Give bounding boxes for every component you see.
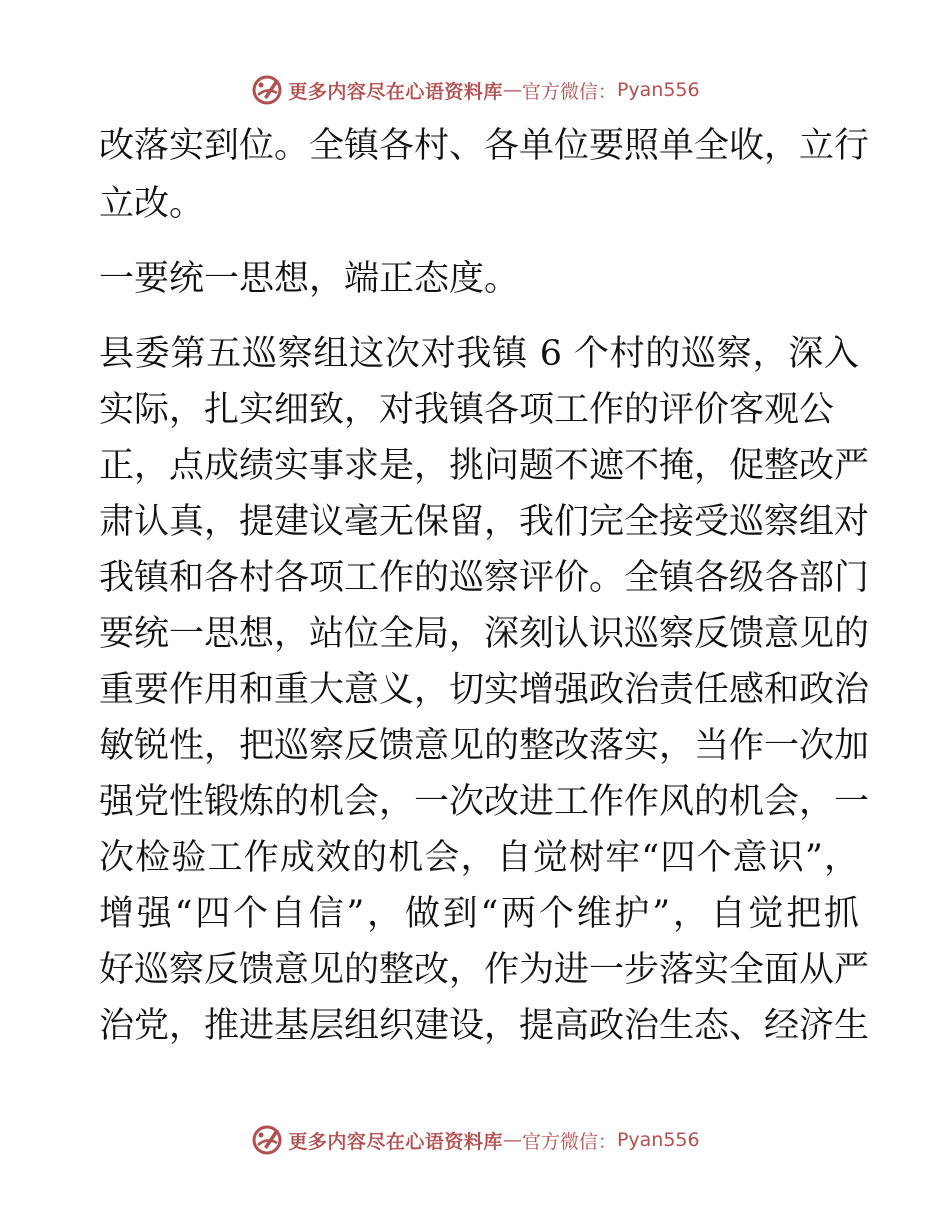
text-line: 重要作用和重大意义，切实增强政治责任感和政治 [99,670,870,710]
banner-site-name: 更多内容尽在心语资料库 [288,80,503,103]
banner-wechat-id: Pyan556 [616,1129,700,1151]
text-line: 实际，扎实细致，对我镇各项工作的评价客观公 [99,390,835,430]
banner-dash: — [502,1129,522,1151]
text-line: 肃认真，提建议毫无保留，我们完全接受巡察组对 [99,502,870,542]
pen-book-logo-icon [250,1123,284,1157]
footer-banner [0,1120,950,1160]
text-line: 增强“四个自信”，做到“两个维护”，自觉把抓 [99,894,859,934]
banner-wechat-id: Pyan556 [616,79,700,101]
text-line: 次检验工作成效的机会，自觉树牢“四个意识”， [99,838,859,878]
text-line: 一要统一思想，端正态度。 [99,259,520,299]
banner-dash: — [502,79,522,101]
text-line: 立改。 [99,184,205,224]
text-line: 我镇和各村各项工作的巡察评价。全镇各级各部门 [99,558,870,598]
banner-wechat-label: 官方微信： [521,1130,617,1153]
banner-site-name: 更多内容尽在心语资料库 [288,1130,503,1153]
text-line: 县委第五巡察组这次对我镇 6 个村的巡察，深入 [99,334,859,374]
text-line: 治党，推进基层组织建设，提高政治生态、经济生 [99,1006,870,1046]
text-line: 好巡察反馈意见的整改，作为进一步落实全面从严 [99,950,870,990]
text-line: 敏锐性，把巡察反馈意见的整改落实，当作一次加 [99,726,870,766]
text-line: 要统一思想，站位全局，深刻认识巡察反馈意见的 [99,614,870,654]
header-banner [0,70,950,110]
text-line: 改落实到位。全镇各村、各单位要照单全收，立行 [99,126,870,166]
banner-wechat-label: 官方微信： [521,80,617,103]
text-line: 正，点成绩实事求是，挑问题不遮不掩，促整改严 [99,446,870,486]
pen-book-logo-icon [250,73,284,107]
text-line: 强党性锻炼的机会，一次改进工作作风的机会，一 [99,782,870,822]
